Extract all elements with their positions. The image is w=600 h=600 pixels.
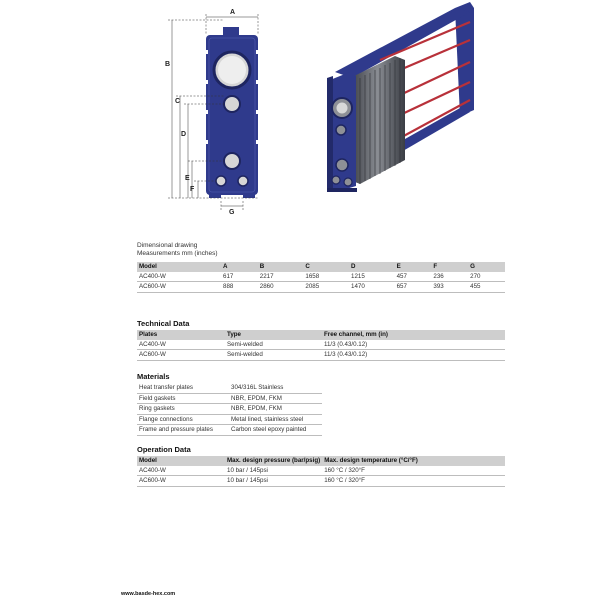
col-b: B (258, 262, 304, 272)
caption-units: Measurements mm (inches) (137, 250, 218, 257)
cell: 1470 (349, 282, 395, 293)
cell: 11/3 (0.43/0.12) (322, 340, 505, 350)
cell: Metal lined, stainless steel (229, 414, 322, 425)
cell: Ring gaskets (137, 404, 229, 415)
cell: 455 (468, 282, 505, 293)
cell: Semi-welded (225, 340, 322, 350)
cell: AC600-W (137, 476, 225, 487)
cell: Heat transfer plates (137, 383, 229, 393)
cell: 888 (221, 282, 258, 293)
cell: AC400-W (137, 466, 225, 476)
caption-title: Dimensional drawing (137, 242, 198, 249)
cell: Flange connections (137, 414, 229, 425)
cell: 1215 (349, 272, 395, 282)
col-a: A (221, 262, 258, 272)
cell: 393 (431, 282, 468, 293)
col-model: Model (137, 456, 225, 466)
section-title: Operation Data (137, 445, 191, 454)
dim-label-b: B (165, 61, 171, 68)
table-header-row (137, 330, 505, 340)
cell: 10 bar / 145psi (225, 476, 322, 487)
dimensions-table (137, 262, 505, 293)
table-row (137, 476, 505, 487)
cell: 657 (395, 282, 432, 293)
cell: 11/3 (0.43/0.12) (322, 350, 505, 361)
cell: 304/316L Stainless (229, 383, 322, 393)
table-row (137, 340, 505, 350)
cell: AC600-W (137, 350, 225, 361)
cell: Semi-welded (225, 350, 322, 361)
footer-website-link[interactable]: www.basde-hex.com (121, 591, 176, 597)
table-row (137, 272, 505, 282)
col-d: D (349, 262, 395, 272)
cell: 2860 (258, 282, 304, 293)
col-free-channel: Free channel, mm (in) (322, 330, 505, 340)
table-row (137, 425, 322, 436)
cell: Carbon steel epoxy painted (229, 425, 322, 436)
cell: NBR, EPDM, FKM (229, 404, 322, 415)
operation-data-section (137, 445, 505, 487)
dim-label-f: F (190, 186, 195, 193)
col-max-temperature: Max. design temperature (°C/°F) (322, 456, 505, 466)
col-e: E (395, 262, 432, 272)
dim-label-g: G (229, 209, 235, 216)
cell: AC400-W (137, 340, 225, 350)
cell: Frame and pressure plates (137, 425, 229, 436)
table-header-row (137, 262, 505, 272)
cell: 617 (221, 272, 258, 282)
front-view-drawing (206, 27, 258, 198)
cell: 270 (468, 272, 505, 282)
cell: 10 bar / 145psi (225, 466, 322, 476)
cell: 1658 (303, 272, 349, 282)
cell: 2085 (303, 282, 349, 293)
materials-section (137, 372, 322, 436)
cell: 160 °C / 320°F (322, 466, 505, 476)
section-title: Technical Data (137, 319, 190, 328)
table-header-row (137, 456, 505, 466)
cell: Field gaskets (137, 393, 229, 404)
cell: AC600-W (137, 282, 221, 293)
col-type: Type (225, 330, 322, 340)
dim-label-c: C (175, 98, 181, 105)
product-figure (0, 0, 600, 240)
table-row (137, 466, 505, 476)
table-row (137, 350, 505, 361)
table-row (137, 383, 322, 393)
table-row (137, 393, 322, 404)
cell: NBR, EPDM, FKM (229, 393, 322, 404)
col-c: C (303, 262, 349, 272)
cell: AC400-W (137, 272, 221, 282)
cell: 2217 (258, 272, 304, 282)
table-row (137, 282, 505, 293)
col-g: G (468, 262, 505, 272)
drawing-caption (137, 242, 218, 258)
heat-exchanger-3d-view (327, 2, 474, 192)
dim-label-a: A (230, 9, 236, 16)
dim-label-d: D (181, 131, 187, 138)
table-row (137, 404, 322, 415)
cell: 236 (431, 272, 468, 282)
col-plates: Plates (137, 330, 225, 340)
technical-data-section (137, 319, 505, 361)
section-title: Materials (137, 372, 170, 381)
cell: 457 (395, 272, 432, 282)
dim-label-e: E (185, 175, 190, 182)
col-max-pressure: Max. design pressure (bar/psig) (227, 457, 321, 464)
table-row (137, 414, 322, 425)
col-f: F (431, 262, 468, 272)
cell: 160 °C / 320°F (322, 476, 505, 487)
col-model: Model (137, 262, 221, 272)
